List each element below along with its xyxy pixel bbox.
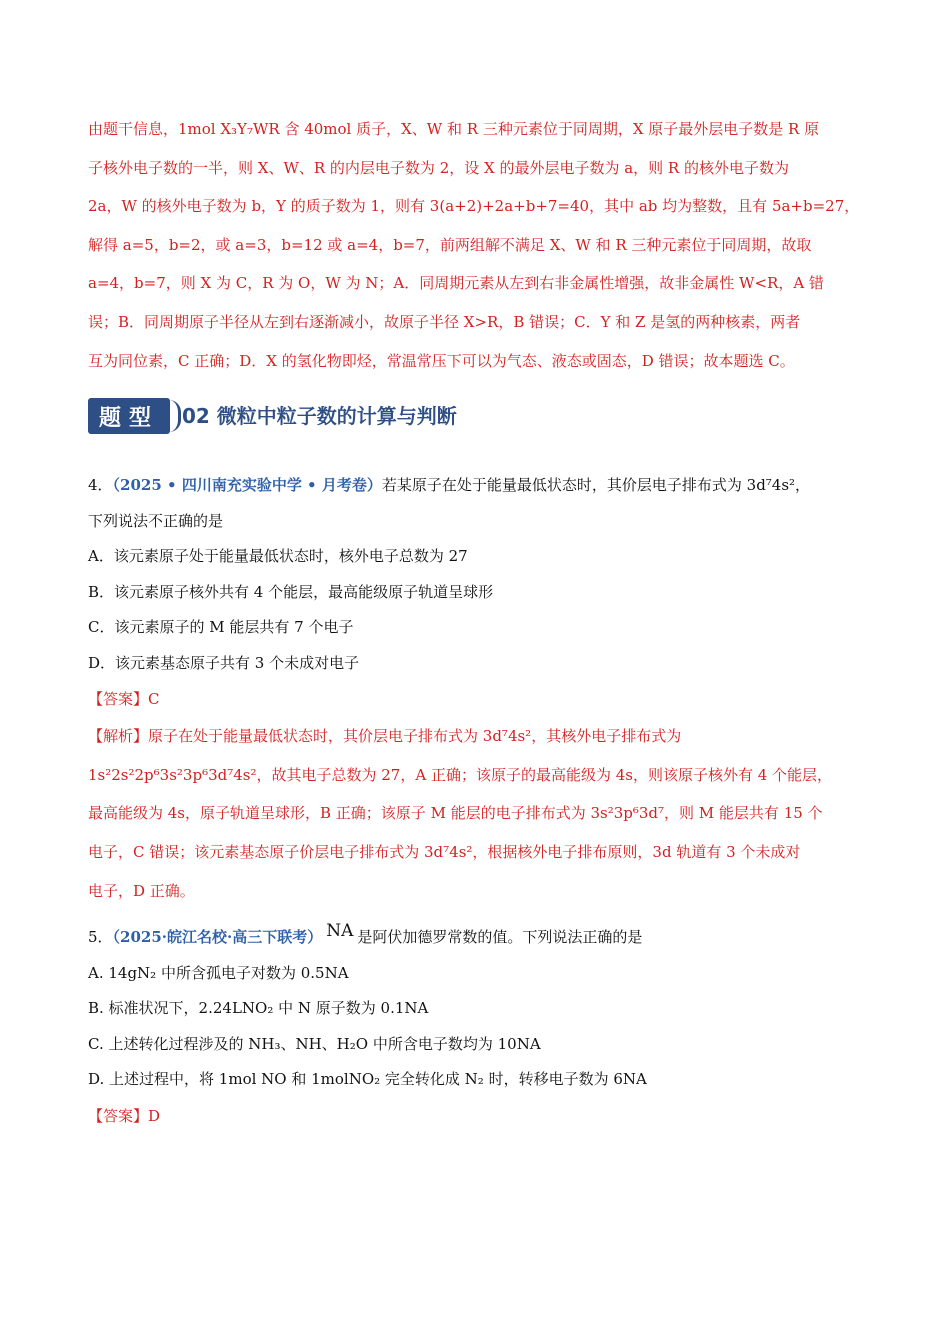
- option-b: B．该元素原子核外共有 4 个能层，最高能级原子轨道呈球形: [88, 582, 494, 601]
- explanation-line: 互为同位素，C 正确；D．X 的氢化物即烃，常温常压下可以为气态、液态或固态，D 错误；故本题选 C。: [88, 351, 795, 370]
- question-number: 5．: [88, 928, 113, 947]
- analysis-line: 电子，D 正确。: [88, 881, 195, 900]
- analysis-text: 原子在处于能量最低状态时，其价层电子排布式为 3d⁷4s²，其核外电子排布式为: [148, 727, 682, 746]
- section-title: 02 微粒中粒子数的计算与判断: [182, 404, 457, 429]
- document-page: [88, 110, 864, 1134]
- option-d: D．该元素基态原子共有 3 个未成对电子: [88, 653, 360, 672]
- question-stem: [88, 468, 864, 504]
- question-4: [88, 468, 864, 910]
- previous-explanation: [88, 110, 864, 380]
- option-c: C．该元素原子的 M 能层共有 7 个电子: [88, 618, 354, 637]
- explanation-line: 2a，W 的核外电子数为 b，Y 的质子数为 1，则有 3(a+2)+2a+b+7=40，其中 ab 均为整数，且有 5a+b=27，: [88, 197, 860, 216]
- option-a: A．该元素原子处于能量最低状态时，核外电子总数为 27: [88, 547, 468, 566]
- explanation-line: a=4，b=7，则 X 为 C，R 为 O，W 为 N；A．同周期元素从左到右非金属性增强，故非金属性 W<R，A 错: [88, 274, 824, 293]
- question-source: （2025 • 四川南充实验中学 • 月考卷）: [112, 476, 382, 495]
- question-stem: [88, 914, 864, 956]
- banner-decoration: [168, 400, 181, 432]
- analysis-line: [88, 717, 864, 756]
- question-text-2: 下列说法不正确的是: [88, 511, 224, 530]
- option-b: B. 标准状况下，2.24LNO₂ 中 N 原子数为 0.1NA: [88, 999, 429, 1018]
- answer-label: 【答案】: [88, 690, 149, 709]
- option-d: D. 上述过程中，将 1mol NO 和 1molNO₂ 完全转化成 N₂ 时，转移电子数为 6NA: [88, 1070, 647, 1089]
- option-c: C. 上述转化过程涉及的 NH₃、NH、H₂O 中所含电子数均为 10NA: [88, 1034, 541, 1053]
- na-symbol: NA: [326, 921, 354, 942]
- explanation-line: 子核外电子数的一半，则 X、W、R 的内层电子数为 2，设 X 的最外层电子数为 a，则 R 的核外电子数为: [88, 158, 789, 177]
- option-a: A. 14gN₂ 中所含孤电子对数为 0.5NA: [88, 963, 349, 982]
- analysis-line: 电子，C 错误；该元素基态原子价层电子排布式为 3d⁷4s²，根据核外电子排布原则，3d 轨道有 3 个未成对: [88, 842, 801, 861]
- analysis: [88, 717, 864, 910]
- question-text: 若某原子在处于能量最低状态时，其价层电子排布式为 3d⁷4s²，: [381, 476, 811, 495]
- question-text: 是阿伏加德罗常数的值。下列说法正确的是: [357, 928, 643, 947]
- answer-value: D: [148, 1106, 161, 1125]
- explanation-line: 误；B．同周期原子半径从左到右逐渐减小，故原子半径 X>R，B 错误；C．Y 和 Z 是氢的两种核素，两者: [88, 312, 801, 331]
- answer: [88, 1098, 864, 1134]
- section-tag: 题型: [88, 398, 170, 434]
- question-source: （2025·皖江名校·高三下联考）: [112, 928, 323, 947]
- question-number: 4．: [88, 476, 113, 495]
- explanation-line: 由题干信息，1mol X₃Y₇WR 含 40mol 质子，X、W 和 R 三种元素位于同周期，X 原子最外层电子数是 R 原: [88, 120, 820, 138]
- explanation-line: 解得 a=5，b=2，或 a=3，b=12 或 a=4，b=7，前两组解不满足 X、W 和 R 三种元素位于同周期，故取: [88, 235, 812, 254]
- answer: [88, 681, 864, 717]
- answer-value: C: [148, 690, 160, 709]
- analysis-line: 1s²2s²2p⁶3s²3p⁶3d⁷4s²，故其电子总数为 27，A 正确；该原子的最高能级为 4s，则该原子核外有 4 个能层，: [88, 765, 833, 784]
- analysis-label: 【解析】: [88, 727, 149, 746]
- question-5: [88, 914, 864, 1134]
- answer-label: 【答案】: [88, 1106, 149, 1125]
- section-banner: [88, 398, 864, 438]
- analysis-line: 最高能级为 4s，原子轨道呈球形，B 正确；该原子 M 能层的电子排布式为 3s²3p⁶3d⁷，则 M 能层共有 15 个: [88, 804, 823, 823]
